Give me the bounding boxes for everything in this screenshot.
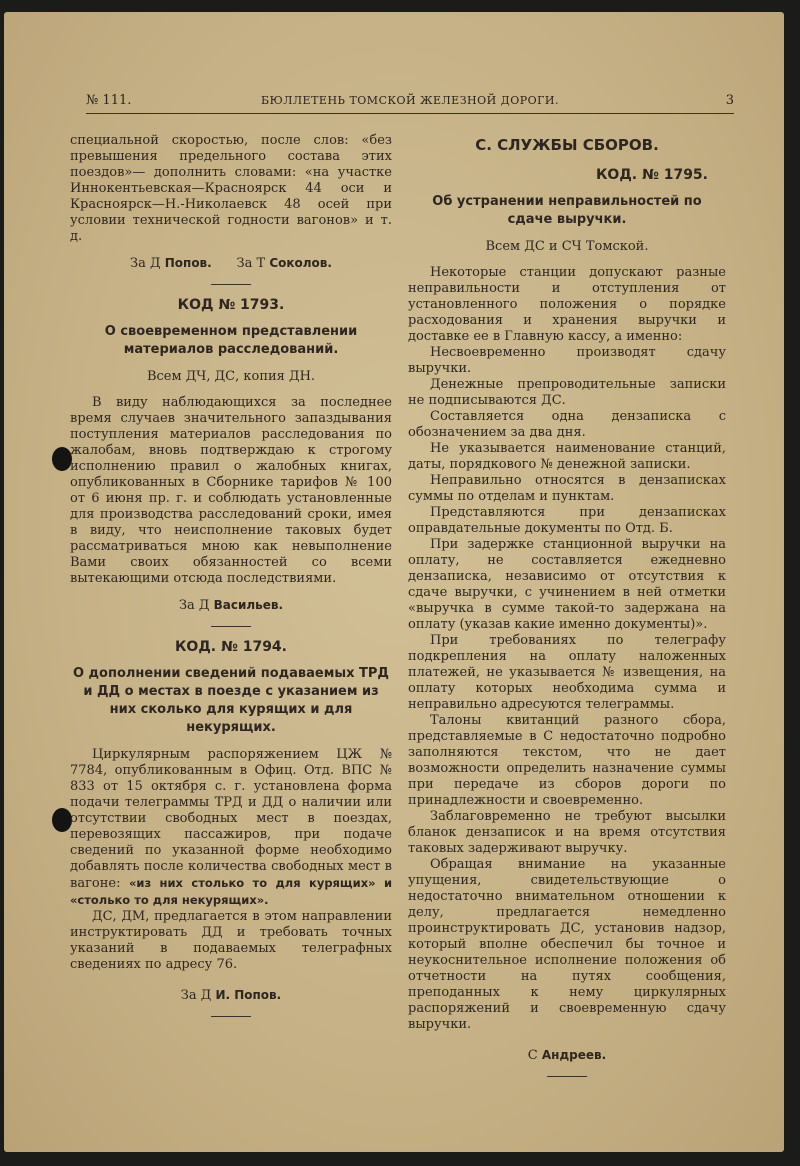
- code-number: КОД № 1793.: [177, 297, 285, 313]
- signature-name: Попов.: [164, 256, 212, 270]
- order-title: Об устранении неправильностей по сдаче выручки.: [432, 194, 702, 227]
- divider: [211, 284, 251, 285]
- right-column: [408, 133, 726, 1089]
- paragraph: Заблаговременно не требуют высылки бланок дензаписок и на время отсутствия таковых задерживают выручку.: [408, 809, 726, 856]
- paragraph: Некоторые станции допускают разные неправильности и отступления от установленного положения о порядке расходования и хранения выручки и доставке ее в Главную кассу, а именно:: [408, 265, 726, 344]
- signature-name: Васильев.: [213, 598, 284, 612]
- signature-line: [70, 255, 392, 272]
- order-title: О дополнении сведений подаваемых ТРД и ДД о местах в поезде с указанием из них сколько для курящих и для некурящих.: [72, 666, 390, 735]
- department-title: С. СЛУЖБЫ СБОРОВ.: [475, 136, 659, 154]
- paragraph: Несвоевременно производят сдачу выручки.: [408, 345, 726, 376]
- signature-line: [70, 987, 392, 1004]
- page-number: 3: [725, 93, 734, 108]
- order-body: [408, 265, 726, 1033]
- bulletin-title: БЮЛЛЕТЕНЬ ТОМСКОЙ ЖЕЛЕЗНОЙ ДОРОГИ.: [260, 94, 560, 107]
- paragraph: При задержке станционной выручки на оплату, не составляется ежедневно дензаписка, независимо от отсутствия к сдаче выручки, с учинением в ней отметки «выручка в сумме такой-то задержана на оплату (указав какие именно документы)».: [408, 537, 726, 632]
- punch-hole: [52, 447, 72, 471]
- paragraph: Неправильно относятся в дензаписках суммы по отделам и пунктам.: [408, 473, 726, 504]
- issue-number: № 111.: [86, 93, 132, 108]
- signature-prefix: За Д: [130, 256, 165, 271]
- divider: [211, 626, 251, 627]
- paragraph: Составляется одна дензаписка с обозначением за два дня.: [408, 409, 726, 440]
- addressees: Всем ДЧ, ДС, копия ДН.: [146, 369, 316, 384]
- order-body: [70, 747, 392, 909]
- intro-paragraph: специальной скоростью, после слов: «без превышения предельного состава этих поездов»— дополнить словами: «на участке Иннокентьевская—Красноярск 44 оси и Красноярск—Н.-Николаевск 48 осей при условии технической годности вагонов» и т. д.: [70, 133, 392, 244]
- order-body-text: Циркулярным распоряжением ЦЖ № 7784, опубликованным в Офиц. Отд. ВПС № 833 от 15 октября с. г. установлена форма подачи телеграммы ТРД и ДД о наличии или отсутствии свободных мест в поездах, перевозящих пассажиров, при подаче сведений по указанной форме необходимо добавлять после количества свободных мест в вагоне:: [70, 747, 392, 891]
- running-header: [86, 93, 734, 114]
- punch-hole: [52, 808, 72, 832]
- signature-name: И. Попов.: [215, 988, 282, 1002]
- paragraph: Не указывается наименование станций, даты, порядкового № денежной записки.: [408, 441, 726, 472]
- order-title: О своевременном представлении материалов расследований.: [104, 324, 358, 357]
- order-body: ДС, ДМ, предлагается в этом направлении инструктировать ДД и требовать точных указаний в подаваемых телеграфных сведениях по адресу 76.: [70, 909, 392, 972]
- addressees: Всем ДС и СЧ Томской.: [485, 239, 649, 254]
- signature-prefix: За Т: [236, 256, 270, 271]
- signature-prefix: За Д: [178, 598, 214, 613]
- order-body: В виду наблюдающихся за последнее время случаев значительного запаздывания поступления материалов расследования по жалобам, вновь подтверждаю к строгому исполнению правил о жалобных книгах, опубликованных в Сборнике тарифов № 100 от 6 июня пр. г. и соблюдать установленные для производства расследований сроки, имея в виду, что неисполнение таковых будет рассматриваться мною как невыполнение Вами своих обязанностей со всеми вытекающими отсюда последствиями.: [70, 395, 392, 586]
- order-body-bold: «из них столько то для курящих» и «столько то для некурящих».: [70, 876, 393, 907]
- divider: [547, 1076, 587, 1077]
- paragraph: При требованиях по телеграфу подкрепления на оплату наложенных платежей, не указывается № извещения, на оплату которых необходима сумма и неправильно адресуются телеграммы.: [408, 633, 726, 712]
- divider: [211, 1016, 251, 1017]
- signature-name: Соколов.: [269, 256, 332, 270]
- code-number: КОД. № 1795.: [595, 167, 708, 183]
- signature-prefix: С: [527, 1048, 542, 1063]
- signature-line: [70, 597, 392, 614]
- paragraph: Представляются при дензаписках оправдательные документы по Отд. Б.: [408, 505, 726, 536]
- left-column: [70, 133, 392, 1029]
- paragraph: Обращая внимание на указанные упущения, свидетельствующие о недостаточно внимательном отношении к делу, предлагается немедленно проинструктировать ДС, установив надзор, который вполне обеспечил бы точное и неукоснительное исполнение положения об отчетности на путях сообщения, преподанных к нему циркулярных распоряжений и своевременную сдачу выручки.: [408, 857, 726, 1032]
- signature-prefix: За Д: [180, 988, 216, 1003]
- paragraph: Денежные препроводительные записки не подписываются ДС.: [408, 377, 726, 408]
- paragraph: Талоны квитанций разного сбора, представляемые в С недостаточно подробно заполняются текстом, что не дает возможности определить назначение суммы при передаче из сборов дороги по принадлежности и своевременно.: [408, 713, 726, 808]
- code-number: КОД. № 1794.: [174, 639, 287, 655]
- signature-line: [408, 1047, 726, 1064]
- signature-name: Андреев.: [541, 1048, 607, 1062]
